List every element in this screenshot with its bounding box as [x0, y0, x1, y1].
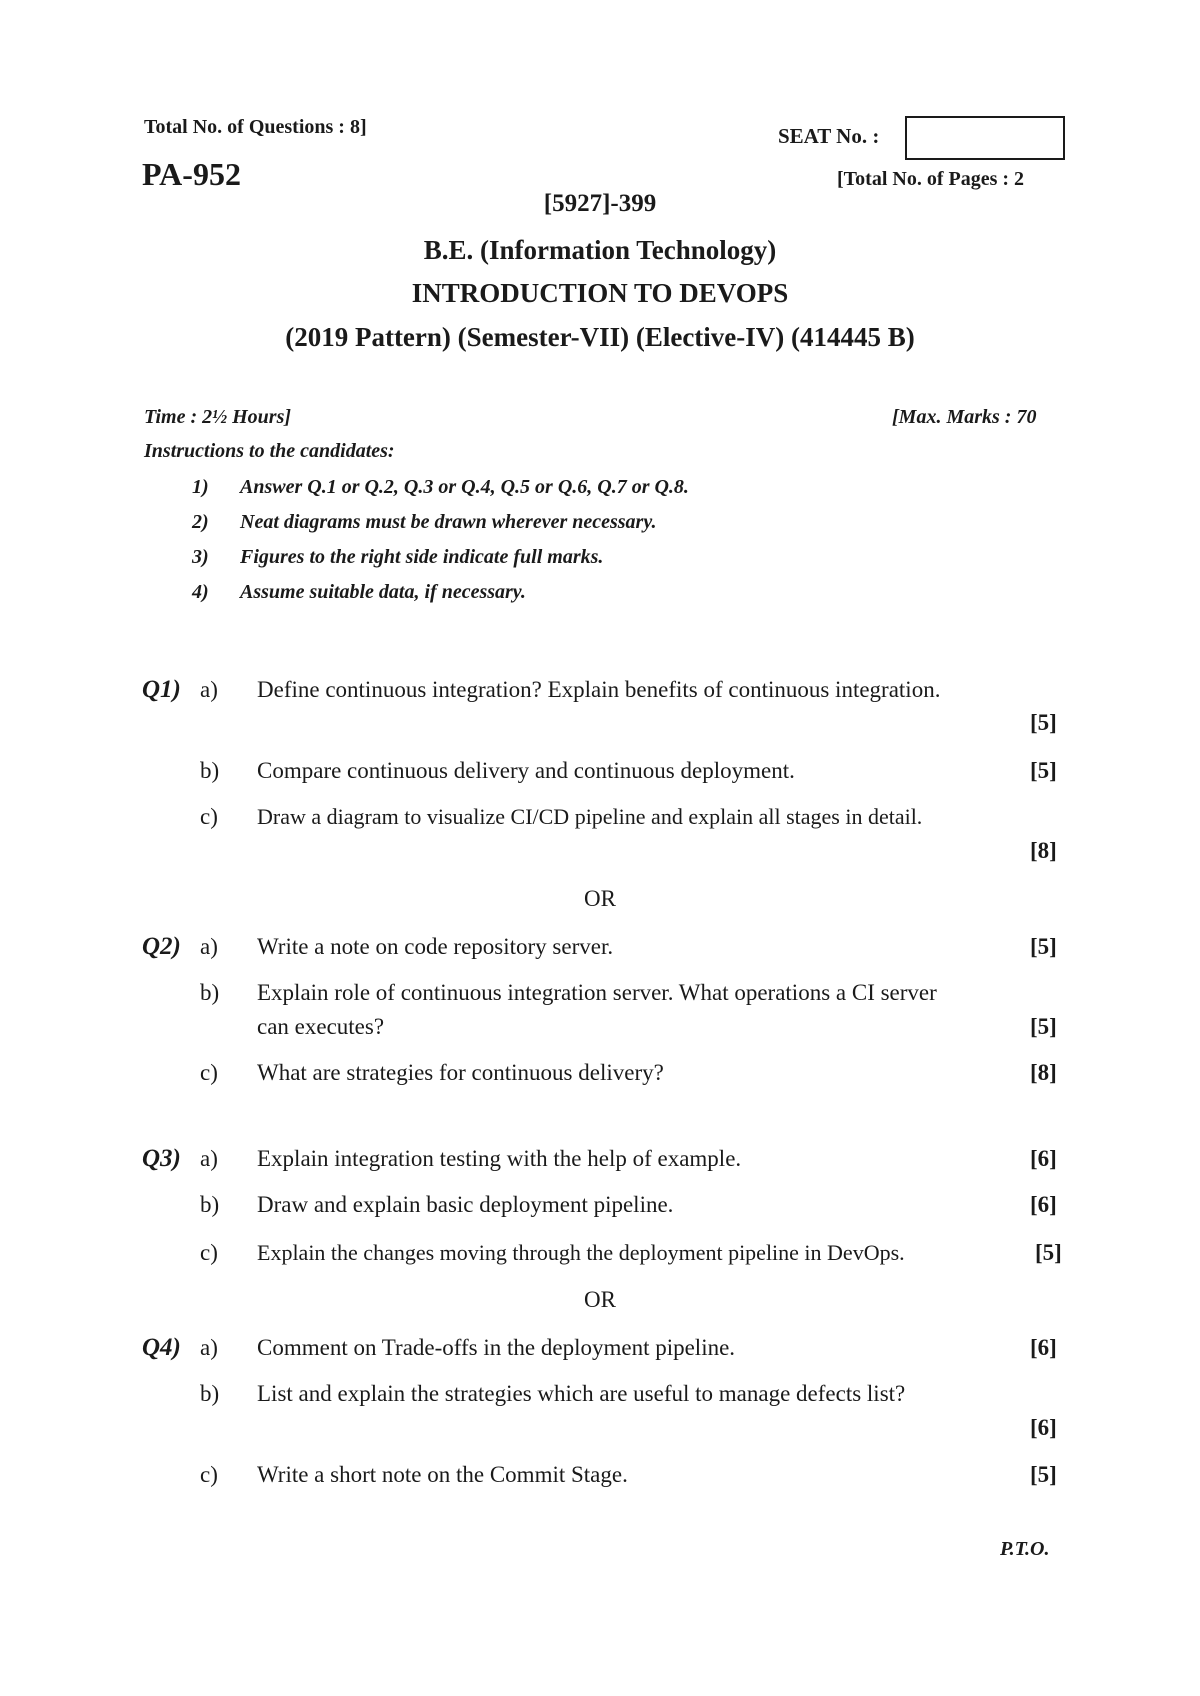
q4b-text: List and explain the strategies which are useful to manage defects list? — [257, 1381, 906, 1406]
sub-letter: b) — [200, 980, 220, 1005]
q2c-text: What are strategies for continuous delivery? — [257, 1060, 664, 1085]
instruction-number: 4) — [192, 581, 209, 603]
q4a-marks: [6] — [1030, 1335, 1057, 1360]
q2b-text-line1: Explain role of continuous integration server. What operations a CI server — [257, 980, 937, 1005]
degree-title: B.E. (Information Technology) — [423, 235, 777, 265]
instruction-number: 3) — [192, 546, 209, 568]
sub-letter: b) — [200, 758, 220, 783]
seat-number-box[interactable] — [905, 116, 1065, 160]
sub-letter: b) — [200, 1381, 220, 1406]
sub-letter: c) — [200, 1462, 218, 1487]
sub-letter: a) — [200, 934, 218, 959]
sub-letter: b) — [200, 1192, 220, 1217]
q2a-marks: [5] — [1030, 934, 1057, 959]
q4a-text: Comment on Trade-offs in the deployment pipeline. — [257, 1335, 736, 1360]
question-label-q2: Q2) — [142, 933, 181, 960]
q1b-marks: [5] — [1030, 758, 1057, 783]
sub-letter: c) — [200, 1240, 218, 1265]
q3b-marks: [6] — [1030, 1192, 1057, 1217]
sub-letter: c) — [200, 1060, 218, 1085]
q4c-text: Write a short note on the Commit Stage. — [257, 1462, 628, 1487]
q2a-text: Write a note on code repository server. — [257, 934, 614, 959]
or-divider: OR — [584, 1287, 616, 1312]
pto-label: P.T.O. — [1000, 1538, 1050, 1560]
q3b-text: Draw and explain basic deployment pipeline. — [257, 1192, 674, 1217]
time-label: Time : 2½ Hours] — [144, 406, 292, 428]
instruction-text: Neat diagrams must be drawn wherever necessary. — [240, 511, 657, 533]
instructions-title: Instructions to the candidates: — [144, 440, 395, 462]
instruction-text: Figures to the right side indicate full marks. — [240, 546, 604, 568]
question-label-q1: Q1) — [142, 676, 181, 703]
instruction-text: Assume suitable data, if necessary. — [240, 581, 526, 603]
sub-letter: a) — [200, 1335, 218, 1360]
pattern-line: (2019 Pattern) (Semester-VII) (Elective-IV) (414445 B) — [285, 322, 915, 352]
q3a-marks: [6] — [1030, 1146, 1057, 1171]
q1c-text: Draw a diagram to visualize CI/CD pipeline and explain all stages in detail. — [257, 804, 923, 829]
paper-code: PA-952 — [142, 156, 241, 192]
q1c-marks: [8] — [1030, 838, 1057, 863]
q4c-marks: [5] — [1030, 1462, 1057, 1487]
sub-letter: a) — [200, 677, 218, 702]
instruction-number: 1) — [192, 476, 209, 498]
q2b-marks: [5] — [1030, 1014, 1057, 1039]
instruction-text: Answer Q.1 or Q.2, Q.3 or Q.4, Q.5 or Q.6, Q.7 or Q.8. — [240, 476, 689, 498]
or-divider: OR — [584, 886, 616, 911]
sub-letter: c) — [200, 804, 218, 829]
q1a-marks: [5] — [1030, 710, 1057, 735]
q1a-text: Define continuous integration? Explain benefits of continuous integration. — [257, 677, 941, 702]
q2b-text-line2: can executes? — [257, 1014, 385, 1039]
q3c-marks: [5] — [1035, 1240, 1062, 1265]
q1b-text: Compare continuous delivery and continuous deployment. — [257, 758, 795, 783]
total-pages: [Total No. of Pages : 2 — [837, 168, 1025, 190]
subject-title: INTRODUCTION TO DEVOPS — [411, 278, 789, 308]
total-questions: Total No. of Questions : 8] — [144, 116, 367, 138]
max-marks: [Max. Marks : 70 — [892, 406, 1037, 428]
seat-label: SEAT No. : — [778, 124, 880, 148]
q3a-text: Explain integration testing with the help of example. — [257, 1146, 742, 1171]
q3c-text: Explain the changes moving through the deployment pipeline in DevOps. — [257, 1240, 905, 1265]
q4b-marks: [6] — [1030, 1415, 1057, 1440]
instruction-number: 2) — [192, 511, 209, 533]
q2c-marks: [8] — [1030, 1060, 1057, 1085]
sub-letter: a) — [200, 1146, 218, 1171]
exam-code: [5927]-399 — [543, 190, 657, 217]
question-label-q3: Q3) — [142, 1145, 181, 1172]
question-label-q4: Q4) — [142, 1334, 181, 1361]
